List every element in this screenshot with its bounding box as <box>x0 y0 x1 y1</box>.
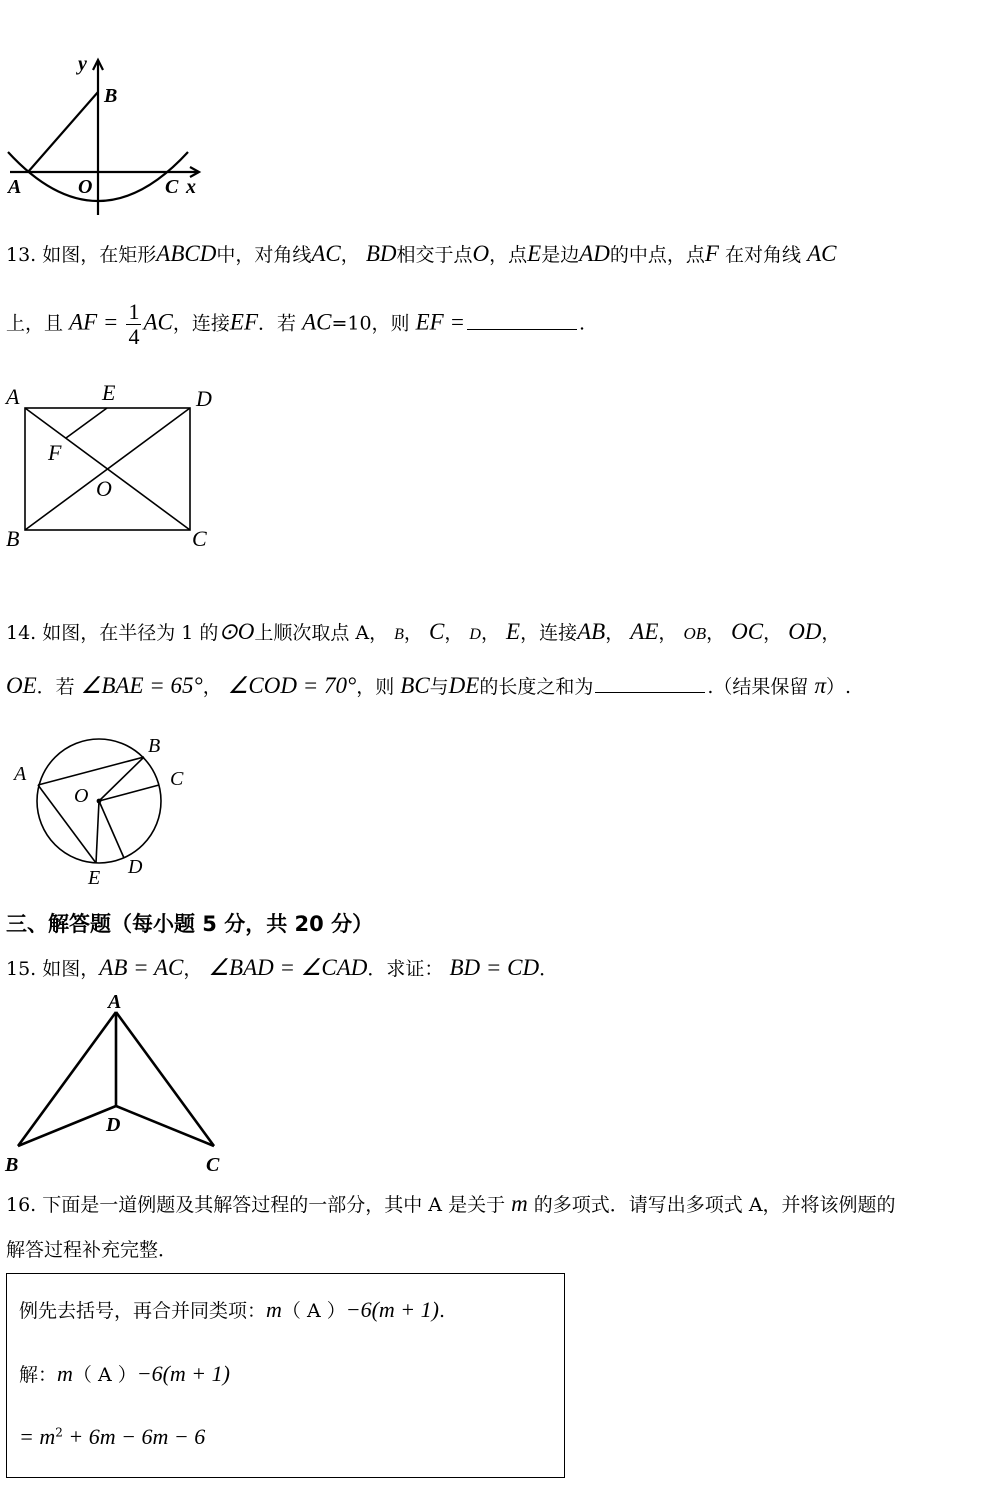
kite-figure <box>0 988 240 1183</box>
example-box <box>6 1273 565 1478</box>
label-d: D <box>128 856 143 878</box>
q14-line1: 14. 如图，在半径为 1 的⊙O上顺次取点 A， B， C， D， E，连接AB， AE， OB， OC， OD， <box>6 619 841 644</box>
label-o: O <box>74 785 89 807</box>
label-d: D <box>196 386 212 411</box>
q13-line1: 13. 如图，在矩形ABCD中，对角线AC， BD相交于点O，点E是边AD的中点，点F 在对角线 AC <box>6 241 837 266</box>
q14-answer-blank <box>595 672 705 693</box>
label-b: B <box>104 85 118 107</box>
segment-ef <box>66 408 107 438</box>
segment-ab <box>38 757 144 785</box>
arc-bc: BC <box>400 673 430 698</box>
q15-number: 15. <box>6 958 37 980</box>
q14-number: 14. <box>6 622 37 644</box>
center-dot <box>97 799 102 804</box>
section-heading: 三、解答题（每小题 5 分，共 20 分） <box>6 912 374 936</box>
parabola-figure <box>0 50 215 220</box>
example-line1: 例先去括号，再合并同类项：m（ A ）−6(m + 1). <box>19 1297 445 1322</box>
segment-oe <box>96 801 99 863</box>
rectangle-figure <box>0 378 230 558</box>
label-y: y <box>78 53 87 75</box>
label-b: B <box>6 526 20 551</box>
q15-line: 15. 如图，AB = AC， ∠BAD = ∠CAD．求证： BD = CD． <box>6 955 559 980</box>
label-a: A <box>8 176 22 198</box>
label-c: C <box>192 526 207 551</box>
label-c: C <box>165 176 179 198</box>
label-b: B <box>5 1154 19 1176</box>
q13-number: 13. <box>6 244 37 266</box>
label-a: A <box>6 384 20 409</box>
example-line2: 解：m（ A ）−6(m + 1) <box>19 1361 230 1386</box>
q13-line2: 上，且 AF = $\frac{1}{4}$ AC，连接EF．若 AC=10，则 EF = . <box>6 299 586 349</box>
label-o: O <box>96 476 112 501</box>
q13-answer-blank <box>467 309 577 330</box>
q14-line2: OE．若 ∠BAE = 65°， ∠COD = 70°，则 BC与DE的长度之和为 .（结果保留 π）. <box>6 673 852 698</box>
q16-line1: 16. 下面是一道例题及其解答过程的一部分，其中 A 是关于 m 的多项式．请写出多项式 A，并将该例题的 <box>6 1191 896 1216</box>
label-c: C <box>206 1154 220 1176</box>
label-f: F <box>48 440 62 465</box>
label-b: B <box>148 735 161 757</box>
fraction-one-quarter: $\frac{1}{4}$ <box>128 299 140 349</box>
label-x: x <box>186 176 196 198</box>
q16-number: 16. <box>6 1194 37 1216</box>
label-o: O <box>78 176 93 198</box>
label-e: E <box>88 867 101 889</box>
label-c: C <box>170 768 184 790</box>
label-a: A <box>14 763 27 785</box>
label-a: A <box>108 991 122 1013</box>
label-e: E <box>102 380 116 405</box>
segment-od <box>99 801 124 858</box>
example-line3: = $m^2 + 6m - 6m - 6$ <box>19 1424 206 1449</box>
q16-line2: 解答过程补充完整． <box>6 1239 178 1261</box>
arc-de: DE <box>448 673 480 698</box>
label-d: D <box>106 1114 121 1136</box>
segment-ab <box>28 92 98 172</box>
circle-figure <box>0 728 200 893</box>
